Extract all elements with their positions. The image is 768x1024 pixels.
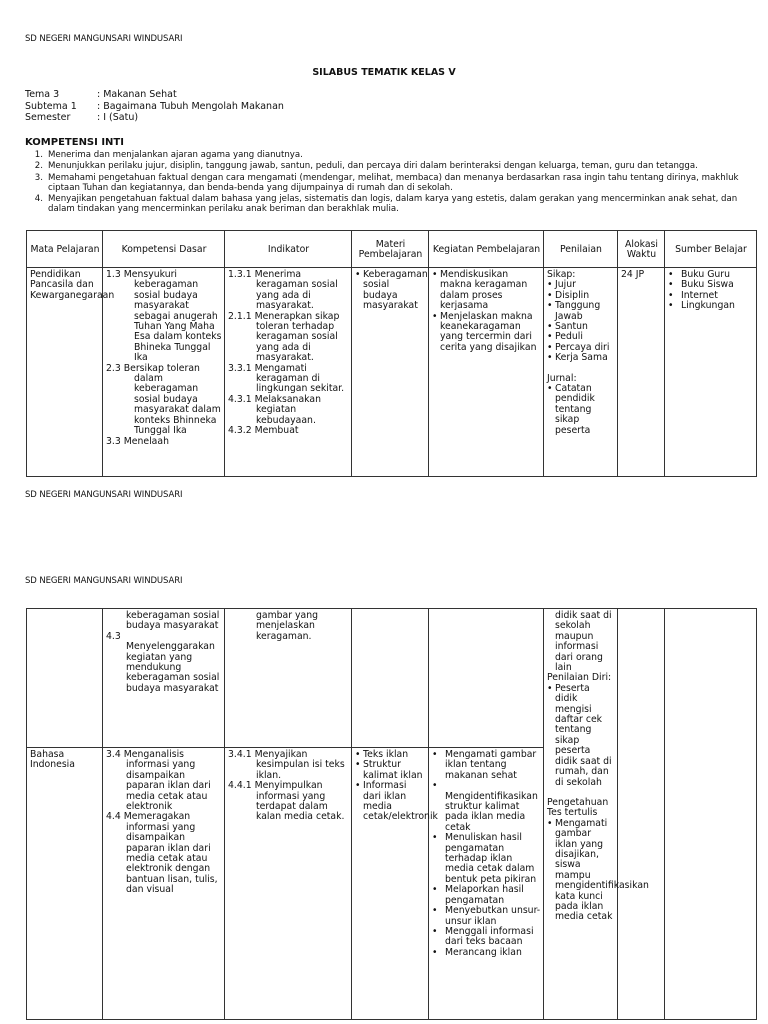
cell-kd: keberagaman sosial budaya masyarakat 4.3 Menyelenggarakan kegiatan yang mendukung keberagaman sosial budaya masyarakat [103,609,225,748]
syllabus-table-page1 [26,230,757,477]
ki-item: 2. Menunjukkan perilaku jujur, disiplin, tanggung jawab, santun, peduli, dan percaya diri dalam berinteraksi dengan keluarga, teman, guru dan tetangga. [34,161,698,172]
ki-item: 4. Menyajikan pengetahuan faktual dalam bahasa yang jelas, sistematis dan logis, dalam karya yang estetis, dalam gerakan yang mencerminkan anak sehat, dan dalam tindakan yang mencerminkan perilaku anak beriman dan berakhlak mulia. [34,194,738,215]
cell-penilaian: Sikap: • Jujur • Disiplin • Tanggung Jawab • Santun • Peduli • Percaya diri • Kerja Sama Jurnal: • Catatan pendidik tentang sikap peserta [544,268,618,477]
ki-heading: KOMPETENSI INTI [25,137,124,148]
cell-sumber: • Buku Guru • Buku Siswa • Internet • Lingkungan [665,268,757,477]
cell-kd: 3.4 Menganalisis informasi yang disampaikan paparan iklan dari media cetak atau elektronik 4.4 Memeragakan informasi yang disampaikan paparan iklan dari media cetak atau elektronik dengan bantuan lisan, tulis, dan visual [103,748,225,1020]
cell-kegiatan: • Mendiskusikan makna keragaman dalam proses kerjasama • Menjelaskan makna keanekaragaman yang tercermin dari cerita yang disajikan [429,268,544,477]
col-header: Kompetensi Dasar [103,231,225,268]
header-school-page2: SD NEGERI MANGUNSARI WINDUSARI [25,576,183,586]
ki-item: 3. Memahami pengetahuan faktual dengan cara mengamati (mendengar, melihat, membaca) dan menanya berdasarkan rasa ingin tahu tentang dirinya, makhluk ciptaan Tuhan dan kegiatannya, dan benda-benda yang dijumpainya di rumah dan di sekolah. [34,172,739,193]
cell-materi: • Teks iklan • Struktur kalimat iklan • Informasi dari iklan media cetak/elektronik [352,748,429,1020]
meta-semester: Semester : I (Satu) [25,112,139,123]
cell-mapel: Bahasa Indonesia [27,748,103,1020]
cell-materi: • Keberagaman sosial budaya masyarakat [352,268,429,477]
col-header: Alokasi Waktu [618,231,665,268]
col-header: Indikator [225,231,352,268]
col-header: Kegiatan Pembelajaran [429,231,544,268]
meta-subtema: Subtema 1 : Bagaimana Tubuh Mengolah Makanan [25,100,284,112]
col-header: Penilaian [544,231,618,268]
table-row [27,268,757,477]
ki-item: 1. Menerima dan menjalankan ajaran agama yang dianutnya. [34,150,303,160]
col-header: Sumber Belajar [665,231,757,268]
cell-indikator: 1.3.1 Menerima keragaman sosial yang ada di masyarakat. 2.1.1 Menerapkan sikap toleran terhadap keragaman sosial yang ada di masyarakat. 3.3.1 Mengamati keragaman di lingkungan sekitar. 4.3.1 Melaksanakan kegiatan kebudayaan. 4.3.2 Membuat [225,268,352,477]
col-header: Mata Pelajaran [27,231,103,268]
cell-kd: 1.3 Mensyukuri keberagaman sosial budaya masyarakat sebagai anugerah Tuhan Yang Maha Esa dalam konteks Bhineka Tunggal Ika 2.3 Bersikap toleran dalam keberagaman sosial budaya masyarakat dalam konteks Bhinneka Tunggal Ika 3.3 Menelaah [103,268,225,477]
document-title: SILABUS TEMATIK KELAS V [312,67,456,78]
cell-penilaian: didik saat di sekolah maupun informasi dari orang lain Penilaian Diri: • Peserta didik mengisi daftar cek tentang sikap peserta didik saat di rumah, dan di sekolah Pengetahuan Tes tertulis • Mengamati gambar iklan yang disajikan, siswa mampu mengidentifikasikan kata kunci pada iklan media cetak [544,609,618,1020]
col-header: Materi Pembelajaran [352,231,429,268]
table-header-row [27,231,757,268]
table-row [27,609,757,748]
cell-indikator: gambar yang menjelaskan keragaman. [225,609,352,748]
ki-list [25,150,743,216]
meta-tema: Tema 3 : Makanan Sehat [25,89,177,100]
cell-kegiatan: • Mengamati gambar iklan tentang makanan sehat • Mengidentifikasikan struktur kalimat pada iklan media cetak • Menuliskan hasil pengamatan terhadap iklan media cetak dalam bentuk peta pikiran • Melaporkan hasil pengamatan • Menyebutkan unsur-unsur iklan • Menggali informasi dari teks bacaan • Merancang iklan [429,748,544,1020]
meta-block [25,89,284,124]
syllabus-table-page2 [26,608,757,1020]
footer-school: SD NEGERI MANGUNSARI WINDUSARI [25,490,183,500]
cell-alokasi: 24 JP [618,268,665,477]
header-school: SD NEGERI MANGUNSARI WINDUSARI [25,34,183,44]
cell-mapel: Pendidikan Pancasila dan Kewarganegaraan [27,268,103,477]
cell-indikator: 3.4.1 Menyajikan kesimpulan isi teks iklan. 4.4.1 Menyimpulkan informasi yang terdapat dalam kalan media cetak. [225,748,352,1020]
